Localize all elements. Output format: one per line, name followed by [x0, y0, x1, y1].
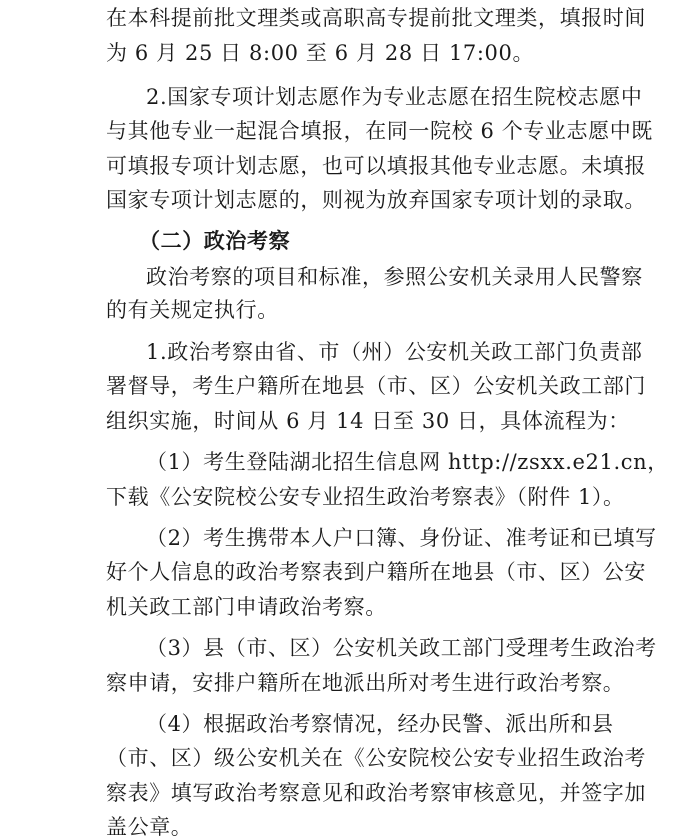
text-line: 盖公章。	[106, 815, 193, 839]
text-line: 可填报专项计划志愿，也可以填报其他专业志愿。未填报	[106, 154, 646, 178]
text-line: 的有关规定执行。	[106, 298, 279, 322]
text-line: 与其他专业一起混合填报，在同一院校 6 个专业志愿中既	[106, 119, 653, 143]
paragraph-start-line: （1）考生登陆湖北招生信息网 http://zsxx.e21.cn，	[146, 450, 669, 474]
paragraph-start-line: 1.政治考察由省、市（州）公安机关政工部门负责部	[146, 340, 643, 364]
paragraph-start-line: 政治考察的项目和标准，参照公安机关录用人民警察	[146, 265, 643, 289]
text-line: 署督导，考生户籍所在地县（市、区）公安机关政工部门	[106, 374, 646, 398]
paragraph-start-line: 2.国家专项计划志愿作为专业志愿在招生院校志愿中	[146, 85, 643, 109]
text-line: 机关政工部门申请政治考察。	[106, 595, 387, 619]
text-line: （市、区）级公安机关在《公安院校公安专业招生政治考	[106, 746, 646, 770]
paragraph-start-line: （3）县（市、区）公安机关政工部门受理考生政治考	[146, 636, 657, 660]
text-line: 为 6 月 25 日 8:00 至 6 月 28 日 17:00。	[106, 41, 535, 65]
section-heading: （二）政治考察	[139, 228, 291, 253]
text-line: 下载《公安院校公安专业招生政治考察表》（附件 1）。	[106, 485, 625, 509]
text-line: 在本科提前批文理类或高职高专提前批文理类，填报时间	[106, 6, 646, 30]
text-line: 国家专项计划志愿的，则视为放弃国家专项计划的录取。	[106, 188, 646, 212]
text-line: 组织实施，时间从 6 月 14 日至 30 日，具体流程为：	[106, 409, 630, 433]
text-line: 察表》填写政治考察意见和政治考察审核意见，并签字加	[106, 781, 646, 805]
paragraph-start-line: （4）根据政治考察情况，经办民警、派出所和县	[146, 712, 614, 736]
paragraph-start-line: （2）考生携带本人户口簿、身份证、准考证和已填写	[146, 526, 657, 550]
text-line: 好个人信息的政治考察表到户籍所在地县（市、区）公安	[106, 560, 646, 584]
text-line: 察申请，安排户籍所在地派出所对考生进行政治考察。	[106, 671, 625, 695]
